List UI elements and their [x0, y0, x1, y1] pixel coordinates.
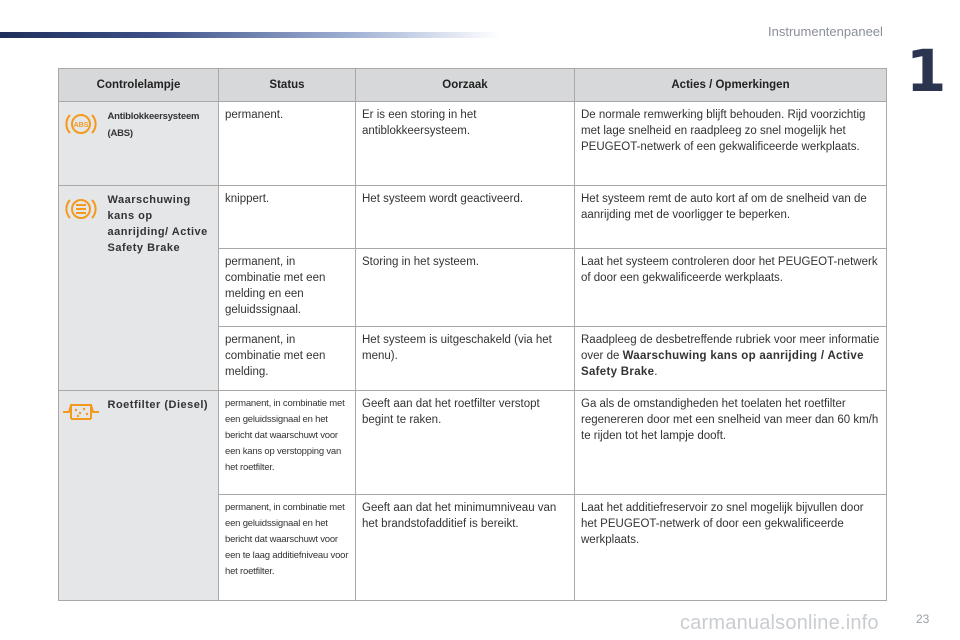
particle-filter-icon	[61, 399, 101, 425]
column-header-oorzaak: Oorzaak	[356, 69, 575, 102]
actions-cell: Ga als de omstandigheden het toelaten het roetfilter regenereren door met een snelheid van meer dan 60 km/h te rijden tot het lampje dooft.	[575, 391, 887, 495]
header-gradient-bar	[0, 32, 500, 38]
table-header-row	[59, 69, 887, 102]
warning-name: Waarschuwing kans op aanrijding/ Active Safety Brake	[104, 186, 219, 391]
icon-cell	[59, 186, 104, 391]
cause-cell: Er is een storing in het antiblokkeersysteem.	[356, 102, 575, 186]
cause-cell: Het systeem is uitgeschakeld (via het menu).	[356, 327, 575, 391]
cause-cell: Geeft aan dat het roetfilter verstopt begint te raken.	[356, 391, 575, 495]
cause-cell: Geeft aan dat het minimumniveau van het brandstofadditief is bereikt.	[356, 495, 575, 601]
warning-name: Roetfilter (Diesel)	[104, 391, 219, 601]
column-header-status: Status	[219, 69, 356, 102]
actions-cell: Het systeem remt de auto kort af om de snelheid van de aanrijding met de voorligger te beperken.	[575, 186, 887, 249]
table-row	[59, 391, 887, 495]
status-cell: permanent.	[219, 102, 356, 186]
collision-warning-icon	[64, 194, 98, 224]
table-row	[59, 102, 887, 186]
page-number: 23	[916, 612, 930, 626]
actions-cell: Raadpleeg de desbetreffende rubriek voor meer informatie over de Waarschuwing kans op aanrijding / Active Safety Brake.	[575, 327, 887, 391]
icon-cell	[59, 391, 104, 601]
icon-cell	[59, 102, 104, 186]
column-header-acties: Acties / Opmerkingen	[575, 69, 887, 102]
status-cell: permanent, in combinatie met een melding.	[219, 327, 356, 391]
cause-cell: Storing in het systeem.	[356, 249, 575, 327]
watermark: carmanualsonline.info	[680, 612, 879, 634]
warning-lights-table	[58, 68, 887, 601]
actions-cell: Laat het systeem controleren door het PEUGEOT-netwerk of door een gekwalificeerde werkplaats.	[575, 249, 887, 327]
status-cell: permanent, in combinatie met een melding en een geluidssignaal.	[219, 249, 356, 327]
warning-name: Antiblokkeersysteem (ABS)	[104, 102, 219, 186]
cause-cell: Het systeem wordt geactiveerd.	[356, 186, 575, 249]
actions-bold-reference: Waarschuwing kans op aanrijding / Active Safety Brake	[581, 350, 864, 378]
actions-cell: Laat het additiefreservoir zo snel mogelijk bijvullen door het PEUGEOT-netwerk of door een gekwalificeerde werkplaats.	[575, 495, 887, 601]
status-cell: permanent, in combinatie met een geluidssignaal en het bericht dat waarschuwt voor een te laag additiefniveau voor het roetfilter.	[219, 495, 356, 601]
column-header-controlelampje: Controlelampje	[59, 69, 219, 102]
actions-cell: De normale remwerking blijft behouden. Rijd voorzichtig met lage snelheid en raadpleeg zo snel mogelijk het PEUGEOT-netwerk of een gekwalificeerde werkplaats.	[575, 102, 887, 186]
table-row	[59, 186, 887, 249]
status-cell: knippert.	[219, 186, 356, 249]
svg-text:ABS: ABS	[73, 122, 89, 129]
status-cell: permanent, in combinatie met een geluidssignaal en het bericht dat waarschuwt voor een kans op verstopping van het roetfilter.	[219, 391, 356, 495]
abs-warning-icon	[64, 110, 98, 138]
section-title: Instrumentenpaneel	[768, 24, 883, 39]
chapter-number: 1	[906, 37, 947, 105]
